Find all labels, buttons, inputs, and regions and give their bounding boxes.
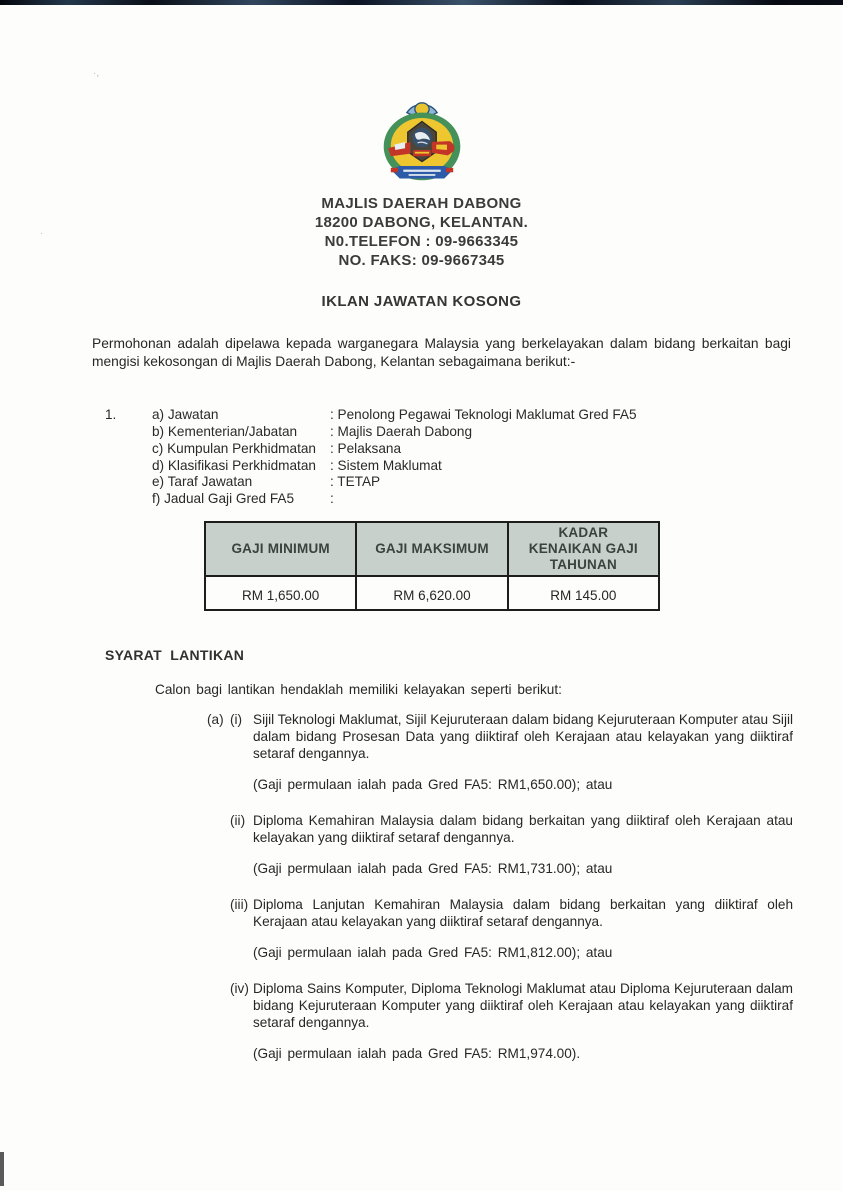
requirement-item: [207, 711, 793, 793]
requirement-text: Diploma Kemahiran Malaysia dalam bidang berkaitan yang diiktiraf oleh Kerajaan atau kelayakan yang diiktiraf setaraf dengannya.: [253, 812, 793, 845]
item-marker: (ii): [230, 812, 246, 828]
table-value-gaji-maksimum: RM 6,620.00: [356, 576, 507, 610]
item-marker: (i): [230, 711, 243, 727]
logo-container: [0, 0, 843, 191]
job-field-label: f) Jadual Gaji Gred FA5: [152, 491, 295, 507]
item-salary-note: (Gaji permulaan ialah pada Gred FA5: RM1,650.00); atau: [253, 776, 613, 792]
intro-paragraph: Permohonan adalah dipelawa kepada warganegara Malaysia yang berkelayakan dalam bidang berkaitan bagi mengisi kekosongan di Majlis Daerah Dabong, Kelantan sebagaimana berikut:-: [92, 336, 791, 369]
requirement-text: Diploma Lanjutan Kemahiran Malaysia dalam bidang berkaitan yang diiktiraf oleh Kerajaan atau kelayakan yang diiktiraf setaraf dengannya.: [253, 896, 793, 929]
scan-artifact-top-band: [0, 0, 843, 5]
org-telephone: N0.TELEFON : 09-9663345: [324, 233, 519, 250]
salary-table: [204, 521, 660, 611]
job-field-value: : Pelaksana: [330, 440, 402, 456]
job-detail-list: [105, 407, 843, 508]
item-marker: (iii): [230, 896, 249, 912]
org-fax: NO. FAKS: 09-9667345: [338, 252, 505, 269]
majlis-daerah-dabong-crest-icon: [373, 98, 471, 186]
item-salary-note: (Gaji permulaan ialah pada Gred FA5: RM1,812.00); atau: [253, 944, 613, 960]
requirements-list: [207, 711, 793, 1062]
table-header-gaji-minimum: GAJI MINIMUM: [205, 522, 356, 576]
requirement-item: [207, 812, 793, 877]
requirement-item: [207, 980, 793, 1062]
table-value-kadar-kenaikan: RM 145.00: [508, 576, 659, 610]
item-outer-marker: (a): [207, 711, 224, 727]
salary-table-header-row: [205, 522, 659, 576]
syarat-intro-line: Calon bagi lantikan hendaklah memiliki kelayakan seperti berikut:: [155, 681, 562, 697]
job-field-row: [105, 491, 843, 508]
job-field-row: [105, 458, 843, 475]
job-field-label: e) Taraf Jawatan: [152, 474, 253, 490]
job-field-label: b) Kementerian/Jabatan: [152, 423, 298, 439]
requirement-text: Sijil Teknologi Maklumat, Sijil Kejuruteraan dalam bidang Kejuruteraan Komputer atau Sijil dalam bidang Prosesan Data yang diiktiraf oleh Kerajaan atau kelayakan yang diiktiraf setaraf dengannya.: [253, 711, 794, 761]
org-address: 18200 DABONG, KELANTAN.: [314, 214, 529, 231]
item-salary-note: (Gaji permulaan ialah pada Gred FA5: RM1,731.00); atau: [253, 860, 613, 876]
job-field-value: : Majlis Daerah Dabong: [330, 423, 473, 439]
job-field-label: c) Kumpulan Perkhidmatan: [152, 440, 316, 456]
table-value-gaji-minimum: RM 1,650.00: [205, 576, 356, 610]
job-field-row: [105, 407, 843, 424]
table-header-gaji-maksimum: GAJI MAKSIMUM: [356, 522, 507, 576]
syarat-lantikan-heading: SYARAT LANTIKAN: [105, 646, 245, 663]
job-field-row: [105, 474, 843, 491]
job-field-value: : Sistem Maklumat: [330, 457, 442, 473]
item-marker: (iv): [230, 980, 249, 996]
scan-speck: ·,: [93, 68, 100, 79]
job-field-row: [105, 424, 843, 441]
letterhead: [0, 194, 843, 270]
document-title: IKLAN JAWATAN KOSONG: [321, 293, 522, 310]
item-salary-note: (Gaji permulaan ialah pada Gred FA5: RM1,974.00).: [253, 1045, 581, 1061]
requirement-item: [207, 896, 793, 961]
scan-artifact-left-strip: [0, 1152, 4, 1186]
job-field-value: : TETAP: [330, 474, 381, 490]
salary-table-value-row: [205, 576, 659, 610]
scan-speck: ·: [40, 228, 44, 239]
table-header-kadar-kenaikan: KADAR KENAIKAN GAJI TAHUNAN: [508, 522, 659, 576]
job-field-label: d) Klasifikasi Perkhidmatan: [152, 457, 316, 473]
job-field-row: [105, 441, 843, 458]
job-field-value: :: [330, 491, 334, 507]
job-item-number: 1.: [105, 407, 117, 423]
org-name: MAJLIS DAERAH DABONG: [321, 195, 522, 212]
requirement-text: Diploma Sains Komputer, Diploma Teknologi Maklumat atau Diploma Kejuruteraan dalam bidang Kejuruteraan Komputer yang diiktiraf oleh Kerajaan atau kelayakan yang diiktiraf setaraf dengannya.: [253, 980, 793, 1030]
job-field-value: : Penolong Pegawai Teknologi Maklumat Gred FA5: [330, 407, 637, 423]
job-field-label: a) Jawatan: [152, 407, 219, 423]
